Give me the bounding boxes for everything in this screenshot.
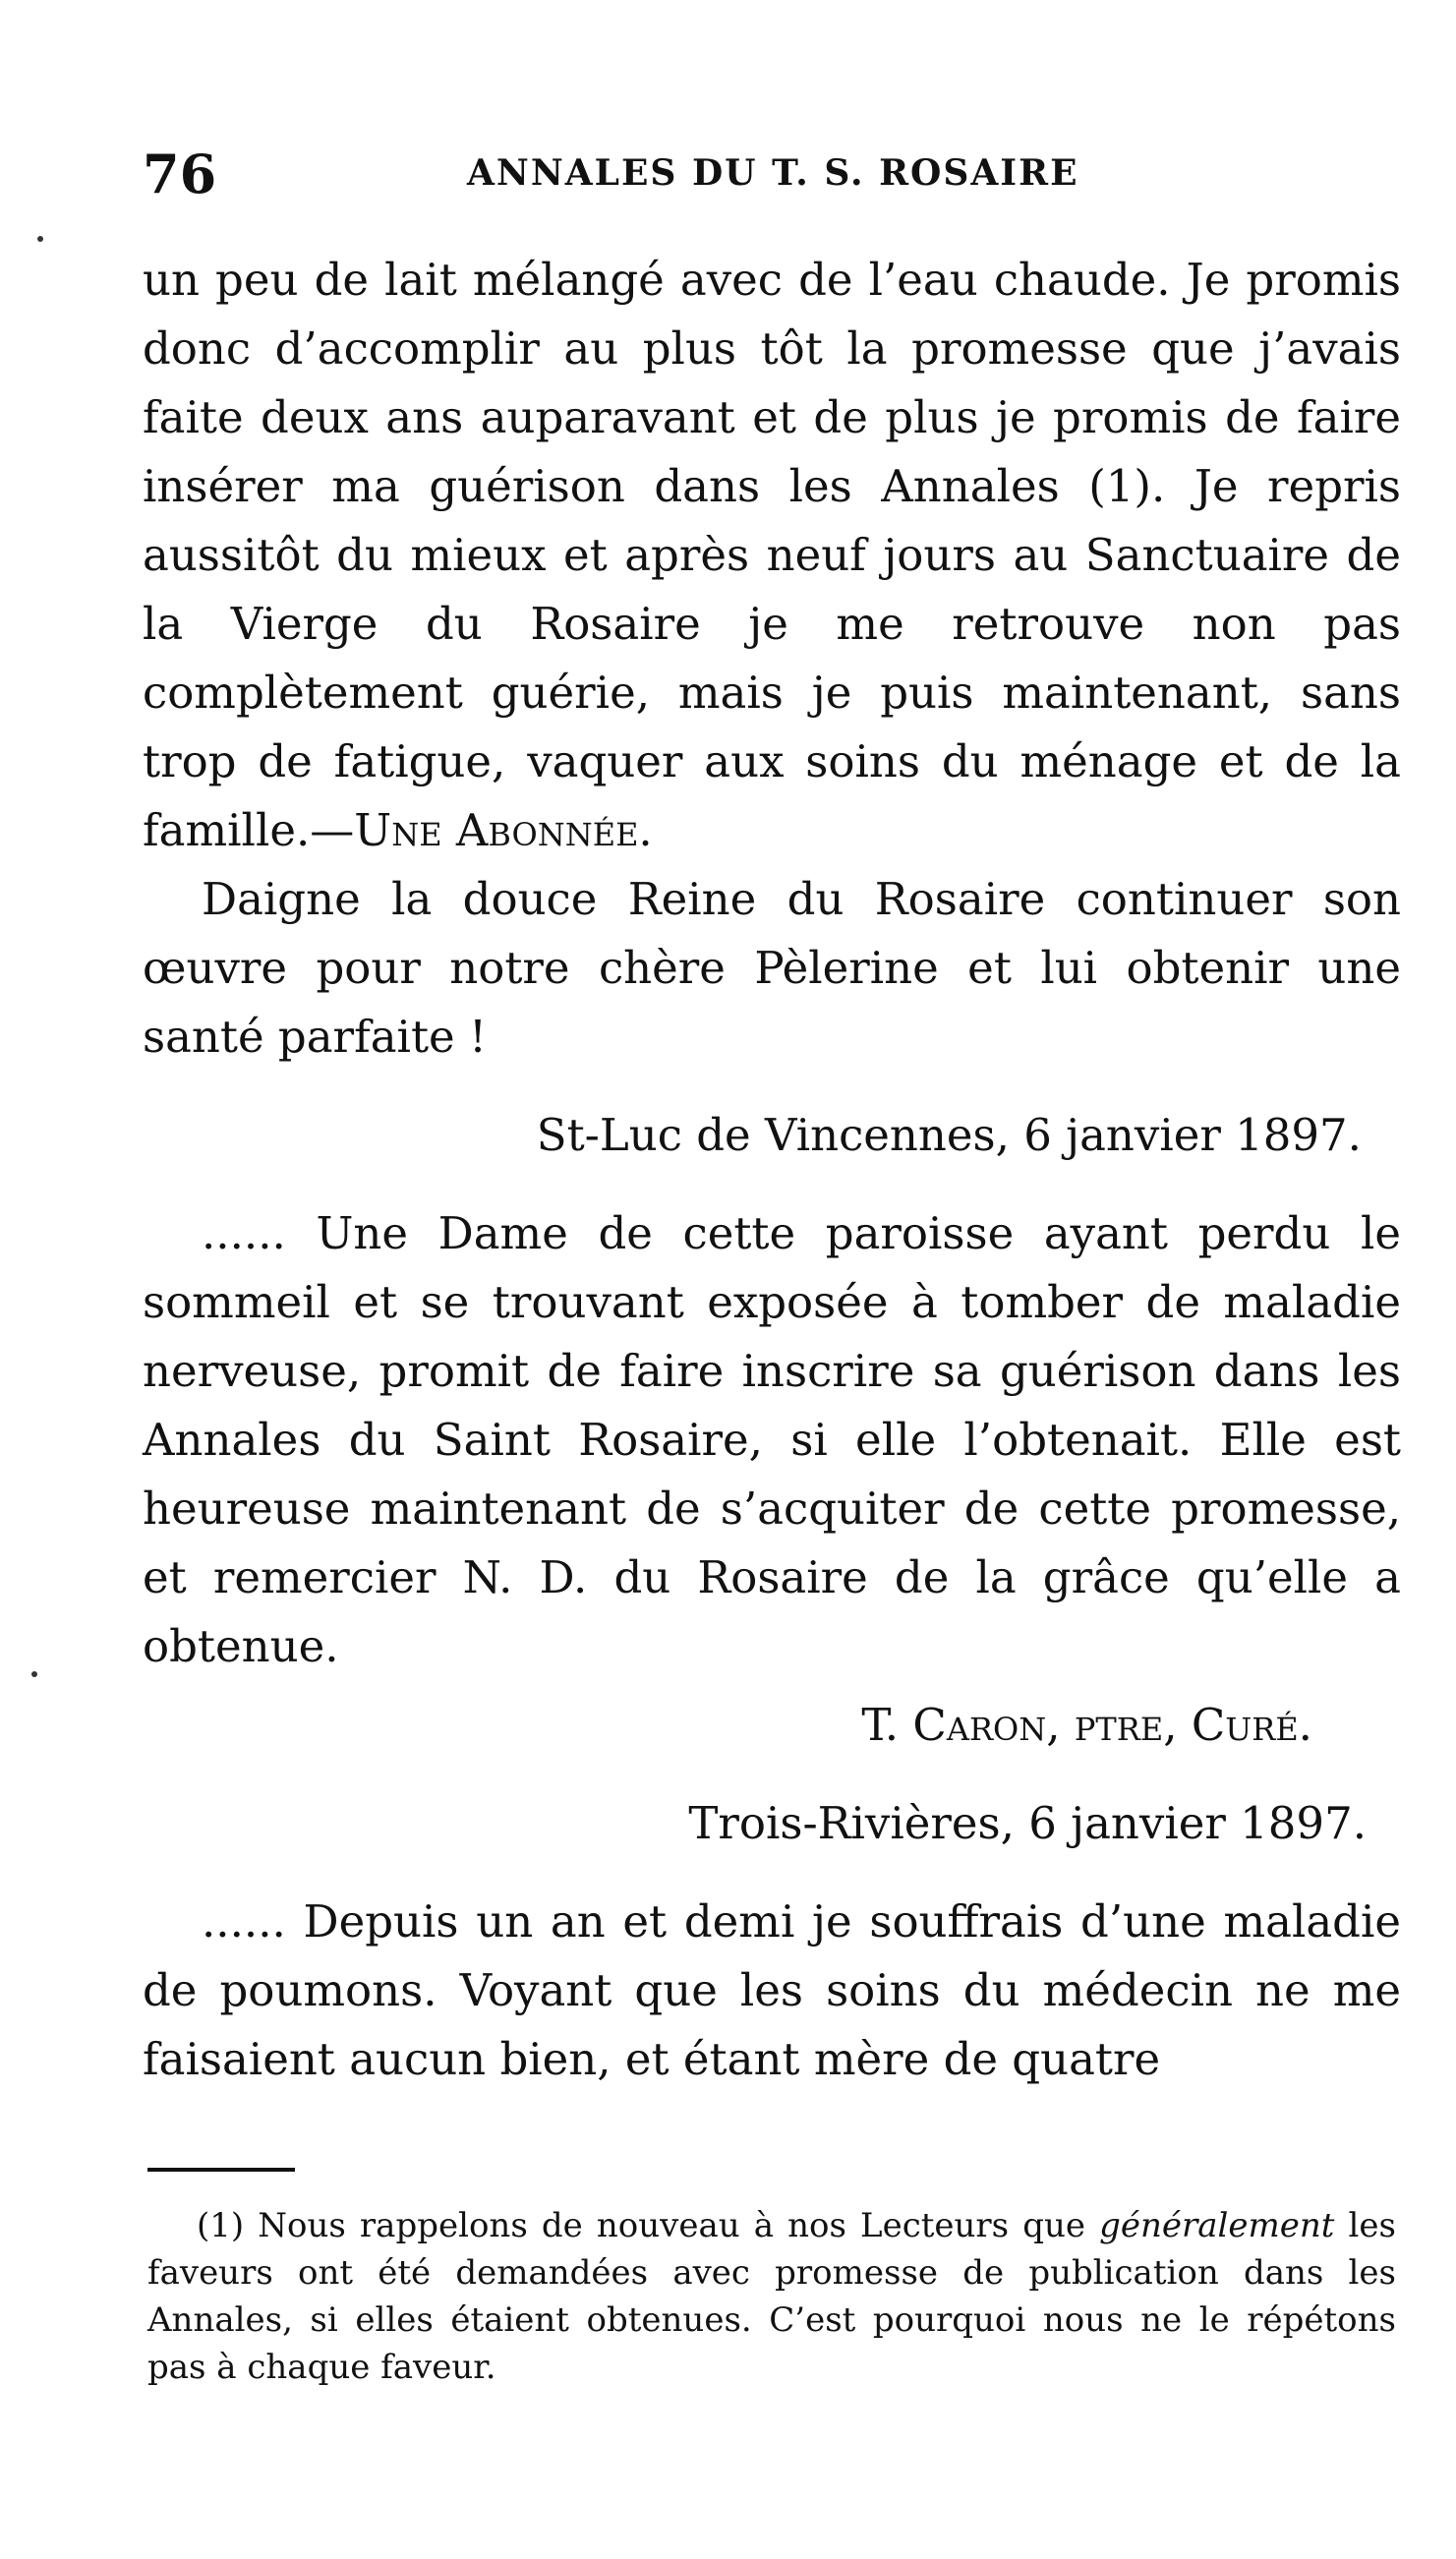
paragraph-4: ...... Depuis un an et demi je souffrais d’une maladie de poumons. Voyant que les soins du médecin ne me faisaient aucun bien, et étant mère de quatre bbox=[143, 1895, 1401, 2085]
main-text bbox=[143, 246, 1401, 2094]
footnote-rule bbox=[147, 2168, 295, 2172]
running-head: ANNALES DU T. S. ROSAIRE bbox=[467, 152, 1079, 194]
dateline-st-luc: St-Luc de Vincennes, 6 janvier 1897. bbox=[536, 1109, 1362, 1161]
paragraph-1 bbox=[143, 246, 1401, 865]
paragraph-3: ...... Une Dame de cette paroisse ayant perdu le sommeil et se trouvant exposée à tomber de maladie nerveuse, promit de faire inscrire sa guérison dans les Annales du Saint Rosaire, si elle l’obtenait. Elle est heureuse maintenant de s’acquiter de cette promesse, et remercier N. D. du Rosaire de la grâce qu’elle a obtenue. bbox=[143, 1207, 1401, 1672]
paragraph-2: Daigne la douce Reine du Rosaire continuer son œuvre pour notre chère Pèlerine et lui obtenir une santé parfaite ! bbox=[143, 873, 1401, 1063]
footnote bbox=[147, 2202, 1396, 2391]
page-number: 76 bbox=[143, 143, 217, 205]
footnote-text bbox=[147, 2202, 1396, 2391]
footnote-text-before: (1) Nous rappelons de nouveau à nos Lecteurs que bbox=[197, 2206, 1100, 2245]
dateline-trois-rivieres: Trois-Rivières, 6 janvier 1897. bbox=[688, 1797, 1367, 1849]
paragraph-1-signature: Une Abonnée. bbox=[354, 804, 653, 856]
signature-caron: T. Caron, ptre, Curé. bbox=[861, 1699, 1312, 1751]
footnote-text-after: les faveurs ont été demandées avec promesse de publication dans les Annales, si elles étaient obtenues. C’est pourquoi nous ne le répétons pas à chaque faveur. bbox=[147, 2206, 1396, 2387]
paragraph-1-text: un peu de lait mélangé avec de l’eau chaude. Je promis donc d’accomplir au plus tôt la promesse que j’avais faite deux ans auparavant et de plus je promis de faire insérer ma guérison dans les Annales (1). Je repris aussitôt du mieux et après neuf jours au Sanctuaire de la Vierge du Rosaire je me retrouve non pas complètement guérie, mais je puis maintenant, sans trop de fatigue, vaquer aux soins du ménage et de la famille.— bbox=[143, 254, 1401, 856]
print-speck bbox=[31, 1671, 37, 1677]
page-header bbox=[143, 143, 1411, 211]
footnote-italic-word: généralement bbox=[1099, 2206, 1335, 2245]
print-speck bbox=[37, 236, 43, 242]
